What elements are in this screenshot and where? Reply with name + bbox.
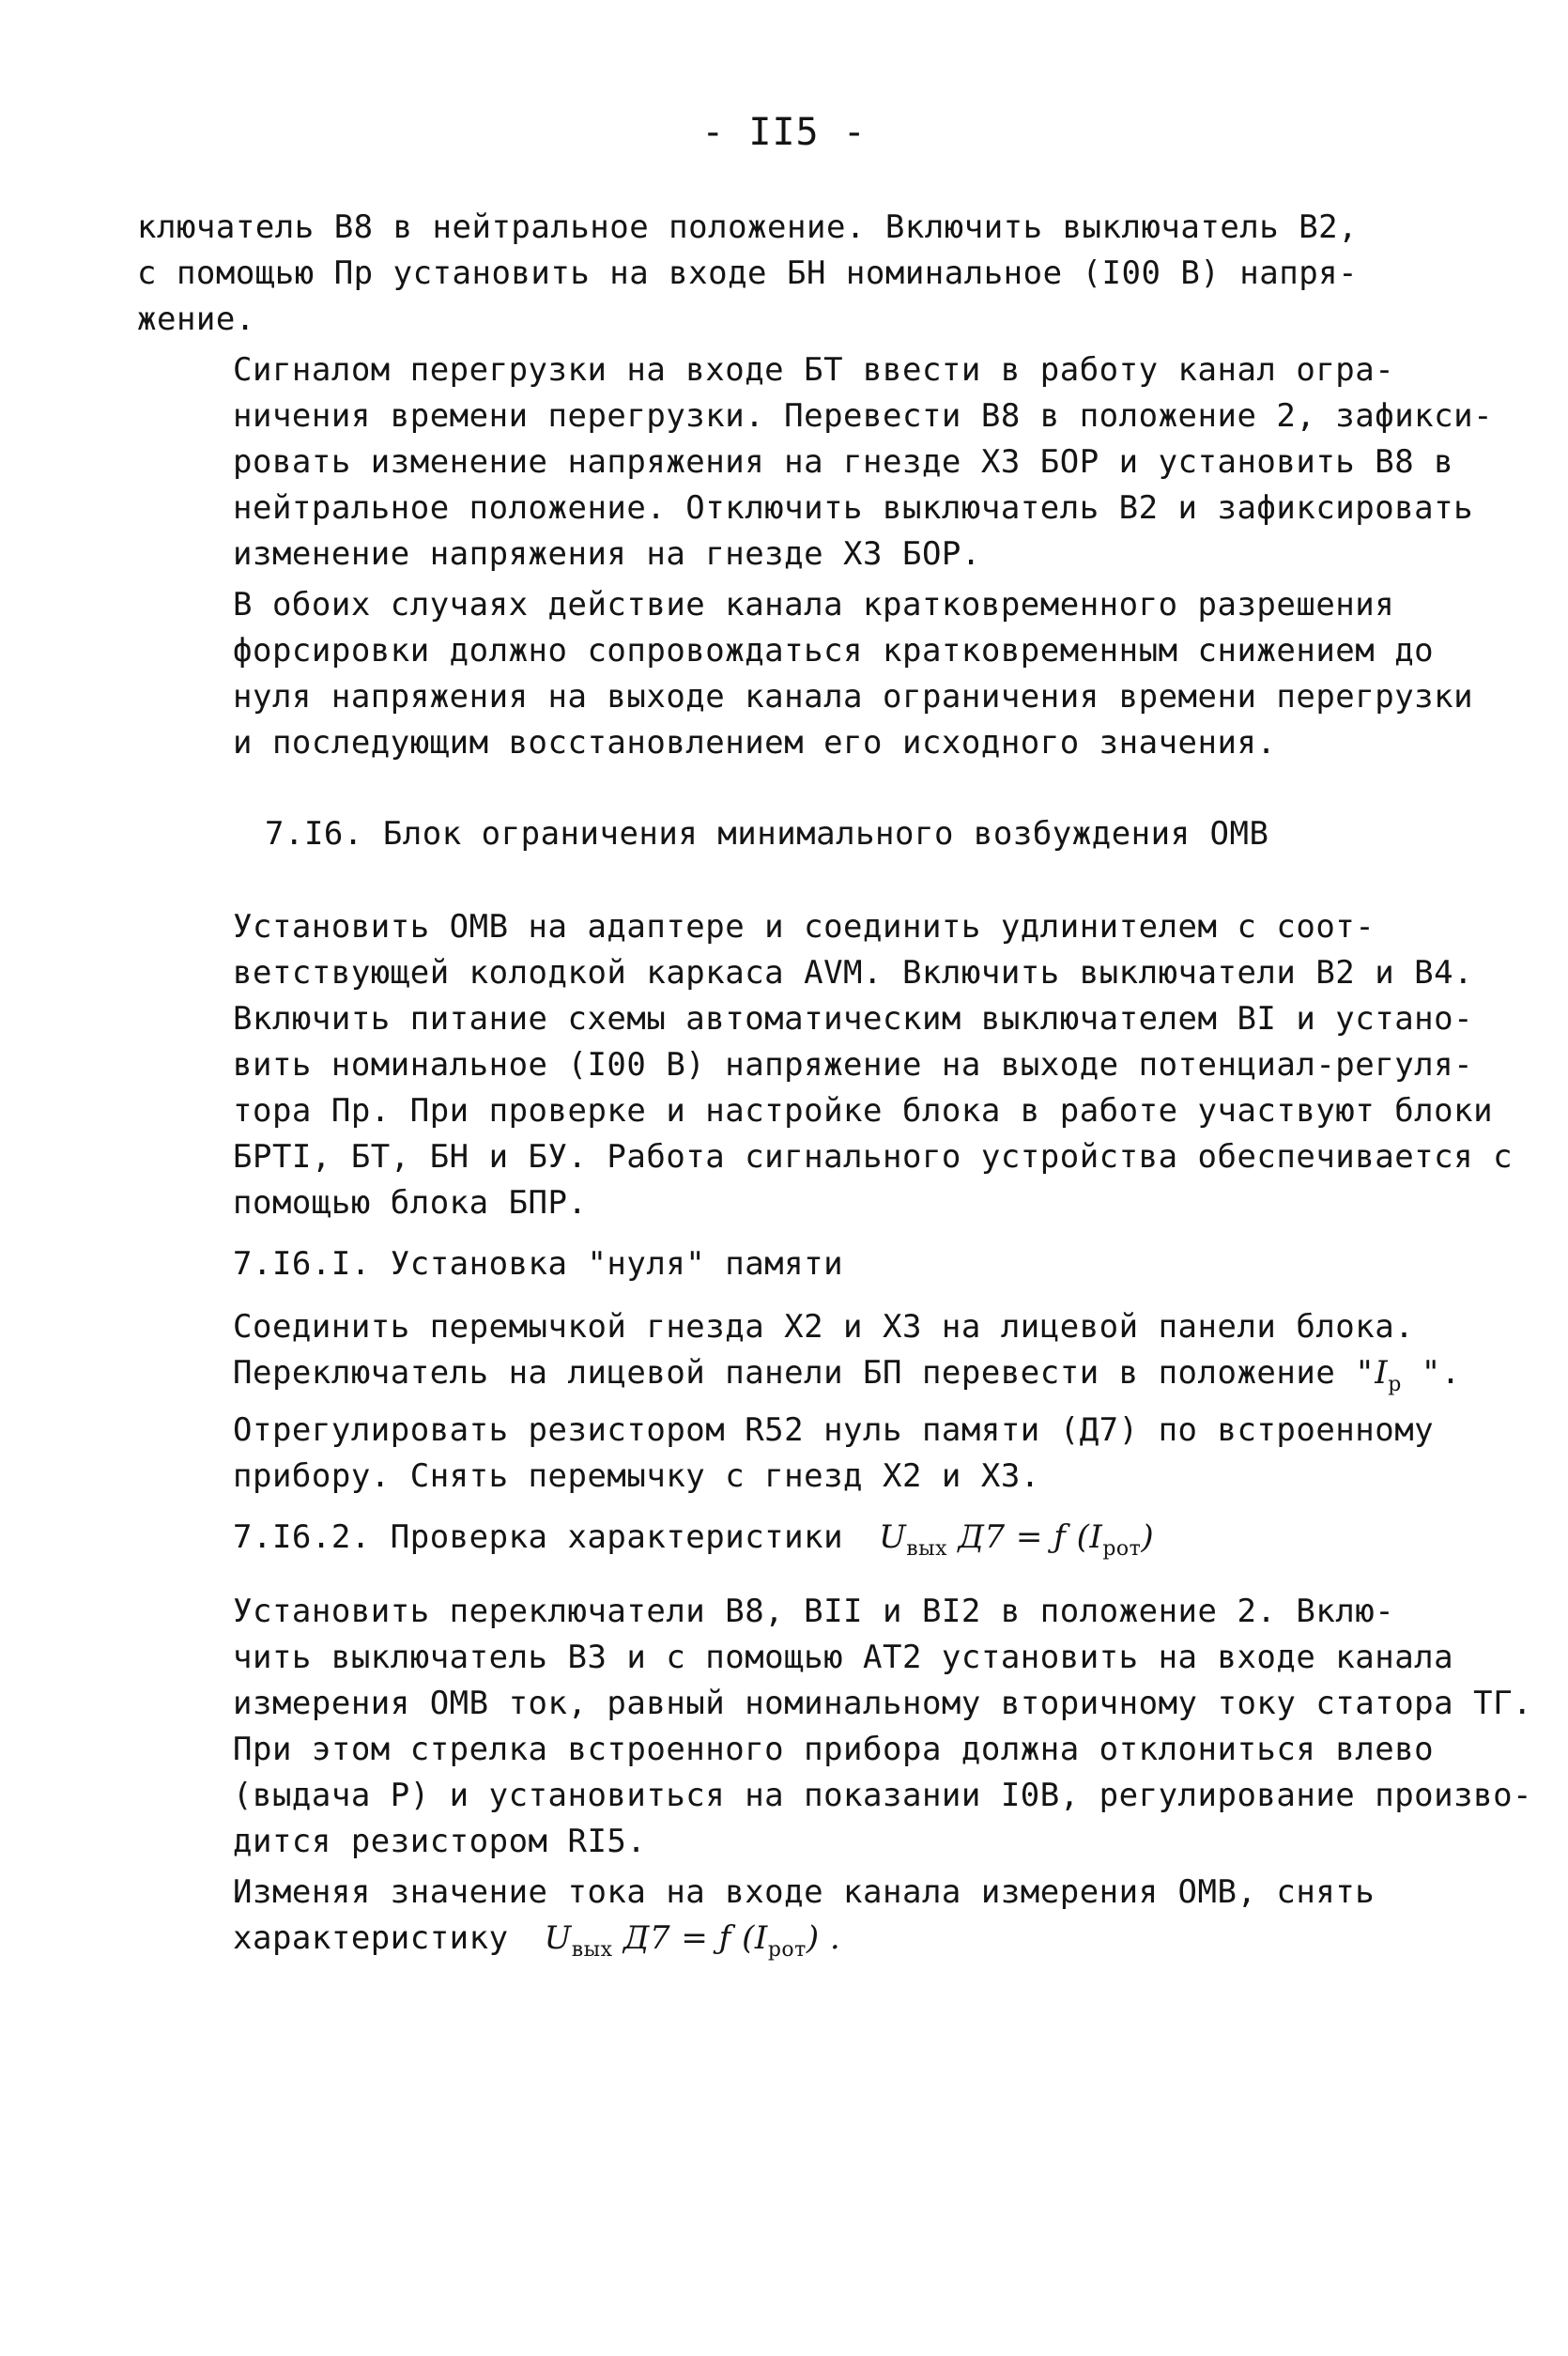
text-line: Установить переключатели В8, ВII и ВI2 в положение 2. Вклю-	[233, 1592, 1395, 1630]
text-line: Включить питание схемы автоматическим выключателем ВI и устано-	[233, 1000, 1474, 1038]
paragraph-continuation	[137, 205, 1386, 343]
formula-subscript: р	[1388, 1372, 1402, 1396]
text-line: Соединить перемычкой гнезда Х2 и Х3 на лицевой панели блока.	[233, 1308, 1415, 1346]
page-number: - II5 -	[701, 111, 867, 154]
text-line: ровать изменение напряжения на гнезде Х3 БОР и установить В8 в	[233, 443, 1454, 481]
section-heading-7-16: 7.I6. Блок ограничения минимального возбуждения ОМВ	[265, 815, 1269, 853]
text-fragment: Переключатель на лицевой панели БП перевести в положение "	[233, 1354, 1376, 1392]
text-line: изменение напряжения на гнезде Х3 БОР.	[233, 535, 981, 573]
paragraph-overload-signal	[137, 347, 1494, 577]
text-line: тора Пр. При проверке и настройке блока в работе участвуют блоки	[233, 1092, 1494, 1130]
formula-subscript: вых	[906, 1536, 948, 1561]
text-line: ничения времени перегрузки. Перевести В8 в положение 2, зафикси-	[233, 397, 1494, 435]
text-line	[137, 1350, 1461, 1408]
text-line: Сигналом перегрузки на входе БТ ввести в работу канал огра-	[233, 351, 1395, 389]
formula-characteristic	[879, 1517, 1155, 1561]
formula-end: )	[1141, 1517, 1155, 1556]
paragraph-characteristic	[137, 1870, 1386, 1973]
paragraph-both-cases	[137, 582, 1474, 766]
text-line: чить выключатель В3 и с помощью АТ2 установить на входе канала	[233, 1638, 1454, 1676]
text-line: и последующим восстановлением его исходного значения.	[233, 724, 1277, 762]
text-line: с помощью Пр установить на входе БН номинальное (I00 В) напря-	[137, 254, 1359, 292]
text-line: (выдача Р) и установиться на показании I0В, регулирование произво-	[233, 1776, 1533, 1814]
text-line: В обоих случаях действие канала кратковременного разрешения	[233, 586, 1395, 624]
formula-subscript: рот	[767, 1937, 807, 1962]
paragraph-switches	[137, 1589, 1533, 1865]
subsection-heading-7-16-2	[137, 1515, 1386, 1572]
formula-characteristic	[544, 1918, 841, 1962]
formula-subscript: рот	[1102, 1536, 1142, 1561]
text-line: При этом стрелка встроенного прибора должна отклониться влево	[233, 1730, 1435, 1768]
text-line: помощью блока БПР.	[233, 1184, 588, 1222]
formula-body: Д7 = ƒ (I	[612, 1918, 768, 1957]
text-line: дится резистором RI5.	[233, 1822, 647, 1860]
heading-text: 7.I6.2. Проверка характеристики	[233, 1517, 844, 1556]
text-line: ключатель В8 в нейтральное положение. Включить выключатель В2,	[137, 208, 1359, 246]
formula-body: Д7 = ƒ (I	[947, 1517, 1103, 1556]
text-line: вить номинальное (I00 В) напряжение на выходе потенциал-регуля-	[233, 1046, 1474, 1084]
formula-symbol: U	[879, 1517, 907, 1556]
text-line: нуля напряжения на выходе канала ограничения времени перегрузки	[233, 678, 1474, 716]
text-line: измерения ОМВ ток, равный номинальному вторичному току статора ТГ.	[233, 1684, 1533, 1722]
text-line: БРТI, БТ, БН и БУ. Работа сигнального устройства обеспечивается с	[233, 1138, 1514, 1176]
formula-ip	[1375, 1354, 1402, 1396]
text-line: ветствующей колодкой каркаса АVМ. Включить выключатели В2 и В4.	[233, 954, 1474, 992]
text-line: форсировки должно сопровождаться кратковременным снижением до	[233, 632, 1435, 670]
text-line: нейтральное положение. Отключить выключатель В2 и зафиксировать	[233, 489, 1474, 527]
paragraph-install-omv	[137, 904, 1514, 1226]
text-line: Изменяя значение тока на входе канала измерения ОМВ, снять	[233, 1872, 1376, 1911]
text-fragment: ".	[1401, 1354, 1461, 1392]
subsection-heading-7-16-1: 7.I6.I. Установка "нуля" памяти	[233, 1245, 844, 1283]
text-line	[137, 1916, 1386, 1973]
formula-subscript: вых	[571, 1937, 613, 1962]
page-content	[137, 205, 1533, 1977]
text-line: Отрегулировать резистором R52 нуль памяти (Д7) по встроенному	[233, 1410, 1435, 1449]
paragraph-zero-memory	[137, 1304, 1461, 1500]
text-line: Установить ОМВ на адаптере и соединить удлинителем с соот-	[233, 908, 1376, 946]
text-fragment: характеристику	[233, 1918, 509, 1957]
formula-end: ) .	[806, 1918, 841, 1957]
text-line: прибору. Снять перемычку с гнезд Х2 и Х3.	[233, 1456, 1040, 1495]
text-line: жение.	[137, 300, 255, 338]
formula-symbol: U	[544, 1918, 572, 1957]
formula-symbol: I	[1375, 1354, 1389, 1392]
